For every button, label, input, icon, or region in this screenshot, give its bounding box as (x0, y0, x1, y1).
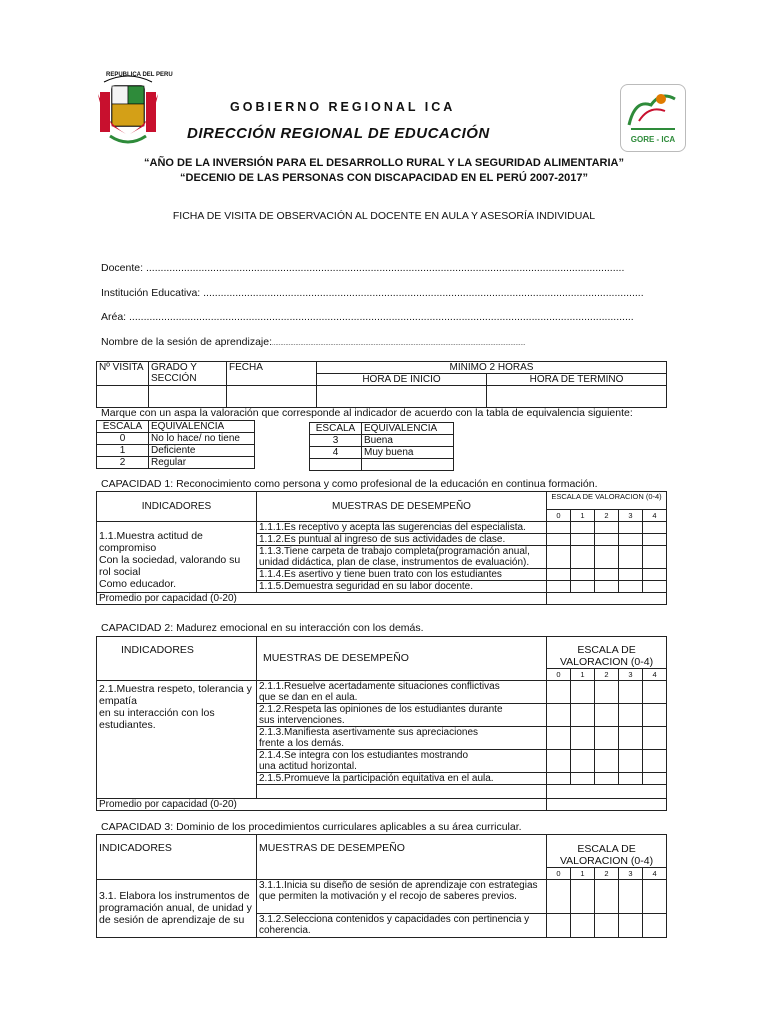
cap1-promedio: Promedio por capacidad (0-20) (97, 593, 547, 605)
scale-right-val: 3 (310, 435, 362, 447)
cell-grado[interactable] (149, 386, 227, 408)
area-field[interactable]: Aréa: ............................................................................................................................................................................. (101, 311, 634, 323)
score-cell[interactable] (571, 681, 595, 704)
scale-digit: 1 (571, 868, 595, 880)
score-cell[interactable] (643, 880, 667, 914)
col-fecha: FECHA (227, 362, 317, 386)
score-cell[interactable] (619, 546, 643, 569)
scale-right-eq: Muy buena (362, 447, 454, 459)
sesion-label: Nombre de la sesión de aprendizaje: (101, 336, 273, 348)
instruction-text: Marque con un aspa la valoración que corresponde al indicador de acuerdo con la tabla de equivalencia siguiente: (101, 407, 633, 419)
cap1-item: 1.1.4.Es asertivo y tiene buen trato con los estudiantes (257, 569, 547, 581)
score-cell[interactable] (619, 880, 643, 914)
score-cell[interactable] (643, 581, 667, 593)
cap2-item: 2.1.3.Manifiesta asertivamente sus apreciaciones frente a los demás. (257, 727, 547, 750)
scale-digit: 4 (643, 510, 667, 522)
cap3-item: 3.1.2.Selecciona contenidos y capacidades con pertinencia y coherencia. (257, 914, 547, 938)
score-cell[interactable] (571, 522, 595, 534)
score-cell[interactable] (547, 569, 571, 581)
institucion-field[interactable]: Institución Educativa: ....................................................................................................................................................... (101, 287, 644, 299)
cap1-item: 1.1.5.Demuestra seguridad en su labor docente. (257, 581, 547, 593)
form-title: FICHA DE VISITA DE OBSERVACIÓN AL DOCENTE EN AULA Y ASESORÍA INDIVIDUAL (172, 210, 596, 222)
cap1-item: 1.1.1.Es receptivo y acepta las sugerencias del especialista. (257, 522, 547, 534)
gore-ica-logo (620, 84, 686, 152)
gov-title: GOBIERNO REGIONAL ICA (230, 100, 456, 114)
scale-left-h-equiv: EQUIVALENCIA (149, 421, 255, 433)
cap3-indicator: 3.1. Elabora los instrumentos de programación anual, de unidad y de sesión de aprendizaje de su (97, 880, 257, 938)
cap1-h-muestras: MUESTRAS DE DESEMPEÑO (257, 492, 547, 522)
cap2-h-muestras: MUESTRAS DE DESEMPEÑO (257, 637, 547, 681)
scale-digit: 4 (643, 868, 667, 880)
cap1-table (96, 491, 667, 605)
score-cell[interactable] (595, 581, 619, 593)
scale-left-eq: Deficiente (149, 445, 255, 457)
score-cell[interactable] (643, 727, 667, 750)
score-cell[interactable] (619, 750, 643, 773)
scale-digit: 1 (571, 510, 595, 522)
score-cell[interactable] (547, 546, 571, 569)
score-cell[interactable] (619, 681, 643, 704)
score-cell[interactable] (571, 546, 595, 569)
direction-title: DIRECCIÓN REGIONAL DE EDUCACIÓN (187, 125, 490, 142)
scale-digit: 1 (571, 669, 595, 681)
score-cell[interactable] (643, 914, 667, 938)
scale-table-left (96, 420, 255, 469)
cell-hora-termino[interactable] (487, 386, 667, 408)
sesion-field[interactable] (101, 336, 525, 348)
scale-right-empty (310, 459, 362, 471)
cap2-indicator: 2.1.Muestra respeto, tolerancia y empatía en su interacción con los estudiantes. (97, 681, 257, 799)
score-cell[interactable] (595, 727, 619, 750)
cap1-promedio-cell[interactable] (547, 593, 667, 605)
cap3-item: 3.1.1.Inicia su diseño de sesión de aprendizaje con estrategias que permiten la motivación y el recojo de saberes previos. (257, 880, 547, 914)
logo-text: GORE - ICA (630, 135, 676, 144)
score-cell[interactable] (595, 773, 619, 785)
score-cell[interactable] (595, 750, 619, 773)
score-cell[interactable] (547, 681, 571, 704)
score-cell[interactable] (571, 750, 595, 773)
score-cell[interactable] (595, 522, 619, 534)
score-cell[interactable] (571, 880, 595, 914)
cap2-promedio-cell[interactable] (547, 799, 667, 811)
col-grado: GRADO Y SECCIÓN (149, 362, 227, 386)
cap1-title: CAPACIDAD 1: Reconocimiento como persona y como profesional de la educación en continua formación. (101, 478, 598, 490)
cap2-item: 2.1.4.Se integra con los estudiantes mostrando una actitud horizontal. (257, 750, 547, 773)
cap3-h-muestras: MUESTRAS DE DESEMPEÑO (257, 835, 547, 880)
score-cell[interactable] (547, 522, 571, 534)
score-cell[interactable] (571, 914, 595, 938)
scale-right-h-escala: ESCALA (310, 423, 362, 435)
cap2-item: 2.1.2.Respeta las opiniones de los estudiantes durante sus intervenciones. (257, 704, 547, 727)
score-cell[interactable] (643, 546, 667, 569)
scale-right-eq: Buena (362, 435, 454, 447)
cap1-item: 1.1.2.Es puntual al ingreso de sus actividades de clase. (257, 534, 547, 546)
score-cell[interactable] (619, 704, 643, 727)
scale-digit: 0 (547, 669, 571, 681)
score-cell[interactable] (643, 569, 667, 581)
col-minimo: MINIMO 2 HORAS (317, 362, 667, 374)
cap2-h-ind: INDICADORES (97, 637, 257, 681)
scale-digit: 2 (595, 669, 619, 681)
cap2-promedio: Promedio por capacidad (0-20) (97, 799, 547, 811)
cap3-title: CAPACIDAD 3: Dominio de los procedimientos curriculares aplicables a su área curricular. (101, 821, 522, 833)
score-cell[interactable] (619, 522, 643, 534)
score-cell[interactable] (595, 546, 619, 569)
scale-digit: 3 (619, 669, 643, 681)
score-cell[interactable] (571, 773, 595, 785)
scale-digit: 2 (595, 510, 619, 522)
cap1-h-escala: ESCALA DE VALORACION (0-4) (547, 492, 667, 510)
sesion-dots: ........................................................................................................................................................ (272, 341, 526, 347)
score-cell[interactable] (571, 534, 595, 546)
score-cell[interactable] (595, 681, 619, 704)
cap2-item: 2.1.1.Resuelve acertadamente situaciones conflictivas que se dan en el aula. (257, 681, 547, 704)
score-cell[interactable] (619, 534, 643, 546)
score-cell[interactable] (547, 880, 571, 914)
scale-left-val: 1 (97, 445, 149, 457)
scale-right-val: 4 (310, 447, 362, 459)
score-cell[interactable] (643, 522, 667, 534)
col-hora-inicio: HORA DE INICIO (317, 374, 487, 386)
score-cell[interactable] (643, 704, 667, 727)
scale-digit: 3 (619, 868, 643, 880)
motto-2: “DECENIO DE LAS PERSONAS CON DISCAPACIDAD EN EL PERÚ 2007-2017” (180, 172, 588, 184)
scale-left-eq: Regular (149, 457, 255, 469)
score-cell[interactable] (595, 704, 619, 727)
cap1-indicator: 1.1.Muestra actitud de compromiso Con la sociedad, valorando su rol social Como educador. (97, 522, 257, 593)
cap2-blank (257, 785, 547, 799)
score-cell[interactable] (571, 581, 595, 593)
scale-digit: 2 (595, 868, 619, 880)
scale-left-eq: No lo hace/ no tiene (149, 433, 255, 445)
scale-left-val: 2 (97, 457, 149, 469)
score-cell[interactable] (571, 704, 595, 727)
cell-fecha[interactable] (227, 386, 317, 408)
score-cell[interactable] (595, 880, 619, 914)
cap2-h-escala: ESCALA DE VALORACION (0-4) (547, 637, 667, 669)
score-cell[interactable] (547, 914, 571, 938)
score-cell[interactable] (571, 727, 595, 750)
score-cell[interactable] (547, 750, 571, 773)
score-cell[interactable] (643, 773, 667, 785)
scale-right-empty (362, 459, 454, 471)
score-cell[interactable] (595, 569, 619, 581)
score-cell[interactable] (643, 750, 667, 773)
score-cell[interactable] (643, 534, 667, 546)
col-n-visita: Nº VISITA (97, 362, 149, 386)
cap2-blank-score (547, 785, 667, 799)
scale-left-h-escala: ESCALA (97, 421, 149, 433)
scale-digit: 3 (619, 510, 643, 522)
score-cell[interactable] (619, 727, 643, 750)
scale-left-val: 0 (97, 433, 149, 445)
score-cell[interactable] (547, 773, 571, 785)
cap3-h-ind: INDICADORES (97, 835, 257, 880)
scale-digit: 0 (547, 510, 571, 522)
cap3-table (96, 834, 667, 938)
score-cell[interactable] (571, 569, 595, 581)
cap1-h-ind: INDICADORES (97, 492, 257, 522)
score-cell[interactable] (595, 914, 619, 938)
score-cell[interactable] (619, 581, 643, 593)
seal-text: REPUBLICA DEL PERU (106, 72, 173, 78)
score-cell[interactable] (547, 704, 571, 727)
visit-table (96, 361, 667, 408)
peru-coat-of-arms (96, 70, 160, 152)
scale-digit: 4 (643, 669, 667, 681)
score-cell[interactable] (643, 681, 667, 704)
score-cell[interactable] (619, 773, 643, 785)
score-cell[interactable] (619, 914, 643, 938)
docente-field[interactable]: Docente: .................................................................................................................................................................... (101, 262, 625, 274)
cell-hora-inicio[interactable] (317, 386, 487, 408)
score-cell[interactable] (595, 534, 619, 546)
col-hora-termino: HORA DE TERMINO (487, 374, 667, 386)
cell-visita[interactable] (97, 386, 149, 408)
cap2-table (96, 636, 667, 811)
cap1-item: 1.1.3.Tiene carpeta de trabajo completa(programación anual, unidad didáctica, plan de clase, instrumentos de evaluación). (257, 546, 547, 569)
scale-table-right (309, 422, 454, 471)
score-cell[interactable] (547, 581, 571, 593)
score-cell[interactable] (547, 727, 571, 750)
scale-right-h-equiv: EQUIVALENCIA (362, 423, 454, 435)
motto-1: “AÑO DE LA INVERSIÓN PARA EL DESARROLLO RURAL Y LA SEGURIDAD ALIMENTARIA” (144, 157, 624, 169)
cap2-item: 2.1.5.Promueve la participación equitativa en el aula. (257, 773, 547, 785)
cap2-title: CAPACIDAD 2: Madurez emocional en su interacción con los demás. (101, 622, 424, 634)
cap3-h-escala: ESCALA DE VALORACION (0-4) (547, 835, 667, 868)
score-cell[interactable] (547, 534, 571, 546)
score-cell[interactable] (619, 569, 643, 581)
scale-digit: 0 (547, 868, 571, 880)
